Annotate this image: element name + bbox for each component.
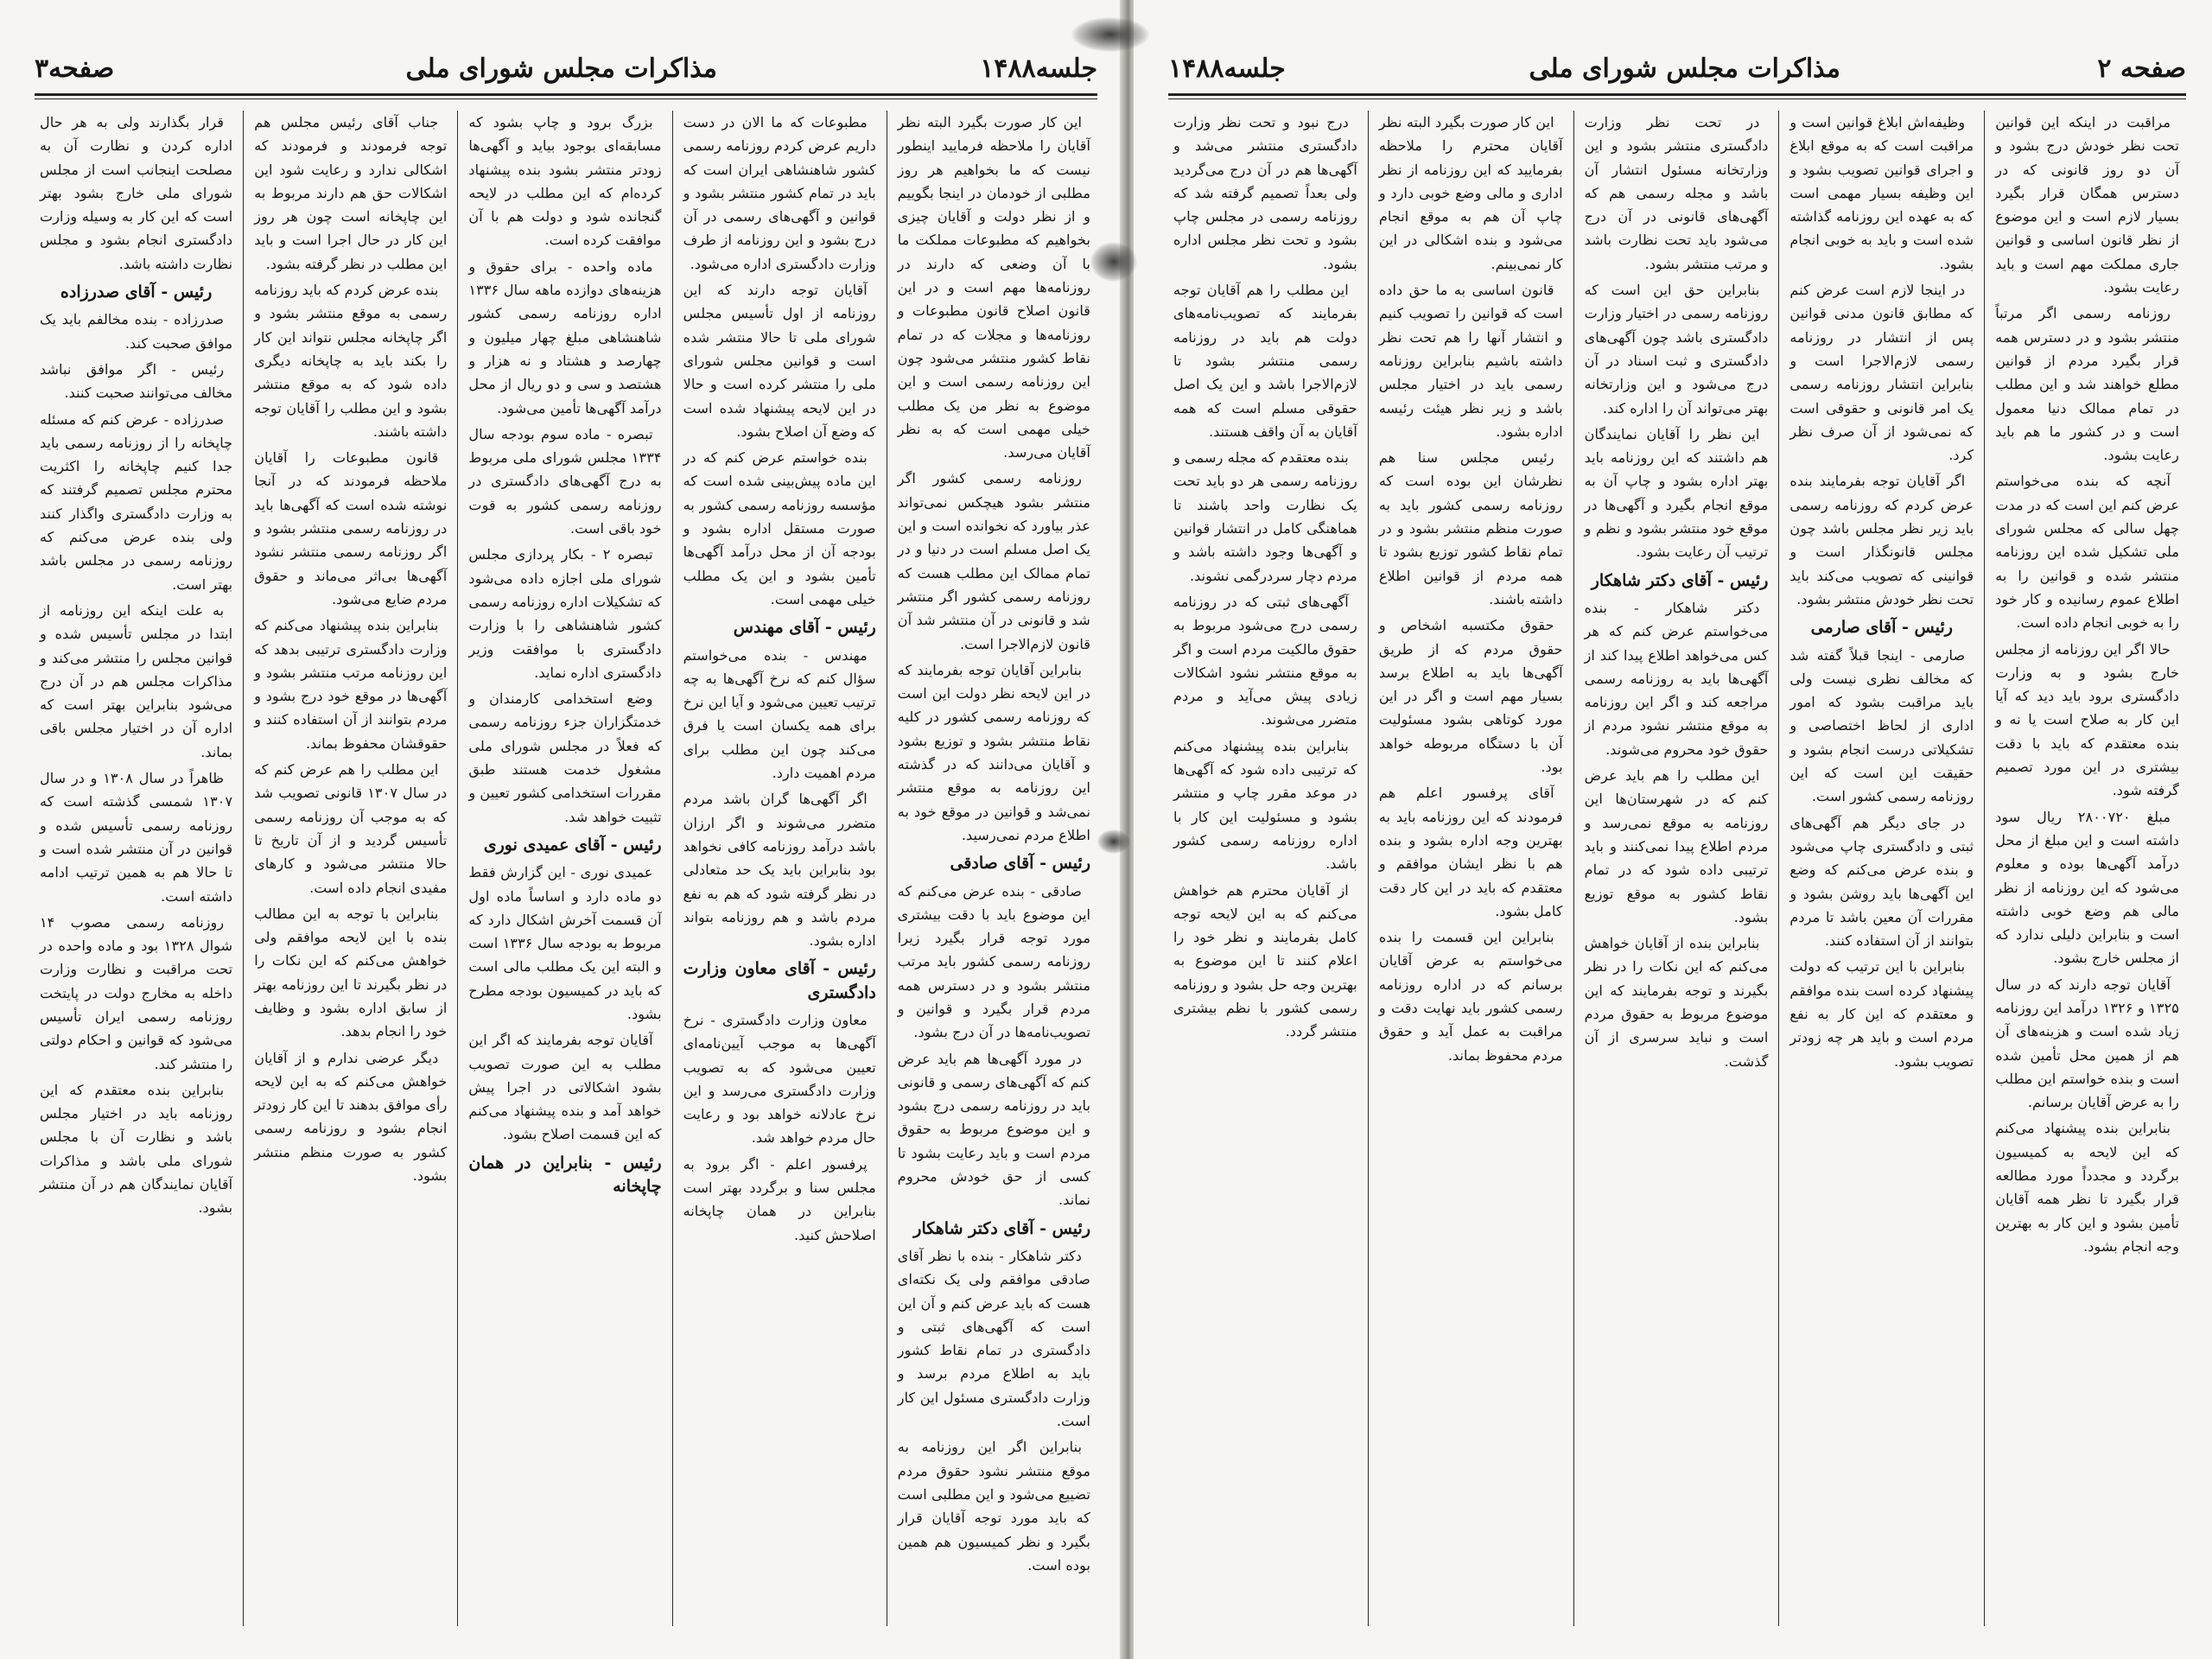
- text-column: [1574, 111, 1780, 1626]
- paragraph: صادقی - بنده عرض می‌کنم که این موضوع باید با دقت بیشتری مورد توجه قرار بگیرد زیرا روزنامه رسمی کشور باید مرتب منتشر بشود و در دسترس همه مردم قرار بگیرد و قوانین و تصویب‌نامه‌ها در آن درج بشود.: [897, 882, 1090, 1041]
- paragraph: درج نبود و تحت نظر وزارت دادگستری منتشر می‌شد و آگهی‌ها هم در آن درج می‌گردید ولی بعداً تصمیم گرفته شد که روزنامه رسمی در مجلس چاپ بشود و تحت نظر مجلس اداره بشود.: [1173, 114, 1357, 272]
- paragraph: آقایان توجه دارند که این روزنامه از اول تأسیس مجلس شورای ملی تا حالا منتشر شده است و قوانین مجلس شورای ملی را منتشر کرده است و حالا در این لایحه پیشنهاد شده است که وضع آن اصلاح بشود.: [683, 282, 876, 440]
- right-page: [1134, 0, 2212, 1659]
- paragraph: مهندس - بنده می‌خواستم سؤال کنم که نرخ آگهی‌ها به چه ترتیب تعیین می‌شود و آیا این نرخ برای همه یکسان است یا فرق می‌کند چون این مطلب برای مردم اهمیت دارد.: [683, 646, 876, 782]
- paragraph: پرفسور اعلم - اگر برود به مجلس سنا و برگردد بهتر است بنابراین در همان چاپخانه اصلاحش کنید.: [683, 1155, 876, 1243]
- speaker-heading: رئیس - آقای دکتر شاهکار: [913, 1218, 1090, 1238]
- paragraph: این کار صورت بگیرد البته نظر آقایان را ملاحظه فرمایید اینطور نیست که ما بخواهیم هر روز مطلبی از خودمان در اینجا بگوییم و از نظر دولت و آقایان چیزی بخواهیم که مطبوعات مملکت ما با آن وضعی که دارند در روزنامه‌ها مهم است و در این قانون اصلاح قانون مطبوعات و روزنامه‌ها و مجلات که در تمام نقاط کشور منتشر می‌شود چون این روزنامه رسمی است و این موضوع به نظر من یک مطلب خیلی مهمی است که به نظر آقایان می‌رسد.: [897, 114, 1090, 461]
- speaker-heading: رئیس - آقای صارمی: [1810, 618, 1953, 638]
- paragraph: در تحت نظر وزارت دادگستری منتشر بشود و این وزارتخانه مسئول انتشار آن باشد و مجله رسمی هم که آگهی‌های قانونی در آن درج می‌شود باید تحت نظارت باشد و مرتب منتشر بشود.: [1584, 114, 1769, 272]
- paragraph: جناب آقای رئیس مجلس هم توجه فرمودند و فرمودند که اشکالی ندارد و رعایت شود این اشکالات حق هم دارند مربوط به این چاپخانه است چون هر روز این کار در حال اجرا است و باید این مطلب در نظر گرفته بشود.: [254, 114, 448, 272]
- paragraph: آنچه که بنده می‌خواستم عرض کنم این است که در مدت چهل سالی که مجلس شورای ملی تشکیل شده این روزنامه منتشر شده و قوانین را به اطلاع عموم رسانیده و کار خود را به خوبی انجام داده است.: [1995, 473, 2179, 632]
- paragraph: اگر آگهی‌ها گران باشد مردم متضرر می‌شوند و اگر ارزان باشد درآمد روزنامه کافی نخواهد بود بنابراین باید یک حد متعادلی در نظر گرفته شود که هم به نفع مردم باشد و هم روزنامه بتواند اداره بشود.: [683, 791, 876, 950]
- header-rule: [35, 93, 1097, 96]
- text-column: [673, 111, 887, 1626]
- paragraph: ظاهراً در سال ۱۳۰۸ و در سال ۱۳۰۷ شمسی گذشته است که روزنامه رسمی تأسیس شده و قوانین در آن منتشر شده است و تا حالا هم به همین ترتیب ادامه داشته است.: [39, 770, 233, 905]
- paragraph: بنابراین با توجه به این مطالب بنده با این لایحه موافقم ولی خواهش می‌کنم که این نکات را در نظر بگیرند تا این روزنامه بهتر از سابق اداره بشود و وظایف خود را انجام بدهد.: [254, 905, 448, 1040]
- speaker-heading: رئیس - آقای صادقی: [950, 854, 1090, 874]
- paragraph: مبلغ ۲۸۰۰۷۲۰ ریال سود داشته است و این مبلغ از محل درآمد آگهی‌ها بوده و معلوم می‌شود که این روزنامه از نظر مالی هم وضع خوبی داشته است و بنابراین دلیلی ندارد که از مجلس خارج بشود.: [1995, 808, 2179, 967]
- speaker-heading: رئیس - آقای معاون وزارت دادگستری: [683, 959, 876, 1002]
- paragraph: در جای دیگر هم آگهی‌های ثبتی و دادگستری چاپ می‌شود و بنده عرض می‌کنم که وضع این آگهی‌ها باید روشن بشود و مقررات آن معین باشد تا مردم بتوانند از آن استفاده کنند.: [1789, 814, 1974, 950]
- paragraph: معاون وزارت دادگستری - نرخ آگهی‌ها به موجب آیین‌نامه‌ای تعیین می‌شود که به تصویب وزارت دادگستری می‌رسد و این نرخ عادلانه خواهد بود و رعایت حال مردم خواهد شد.: [683, 1011, 876, 1147]
- left-columns: [29, 111, 1101, 1626]
- right-columns: [1163, 111, 2190, 1626]
- speaker-heading: رئیس - آقای دکتر شاهکار: [1591, 570, 1769, 590]
- paragraph: از آقایان محترم هم خواهش می‌کنم که به این لایحه توجه کامل بفرمایند و نظر خود را اعلام کنند تا این موضوع به بهترین وجه حل بشود و روزنامه رسمی کشور با نظم بیشتری منتشر گردد.: [1173, 881, 1357, 1040]
- paragraph: مراقبت در اینکه این قوانین تحت نظر خودش درج بشود و آن دو روز قانونی که در دسترس همگان قرار بگیرد بسیار لازم است و این موضوع از نظر قانون اساسی و قوانین جاری مملکت مهم است و باید رعایت بشود.: [1995, 114, 2179, 296]
- paragraph: صارمی - اینجا قبلاً گفته شد که مخالف نظری نیست ولی باید مراقبت بشود که امور اداری از لحاظ اختصاصی و تشکیلاتی درست انجام بشود و حقیقت این است که این روزنامه رسمی کشور است.: [1789, 646, 1974, 805]
- paragraph: بنده معتقدم که مجله رسمی و روزنامه رسمی هر دو باید تحت یک نظارت واحد باشند تا هماهنگی کامل در انتشار قوانین و آگهی‌ها وجود داشته باشد و مردم دچار سردرگمی نشوند.: [1173, 449, 1357, 584]
- header-rule: [1168, 93, 2186, 96]
- right-page-header: [1168, 54, 2186, 104]
- paragraph: بنابراین بنده پیشنهاد می‌کنم که وزارت دادگستری ترتیبی بدهد که این روزنامه مرتب منتشر بشود و آگهی‌ها در موقع خود درج بشود و مردم بتوانند از آن استفاده کنند و حقوقشان محفوظ بماند.: [254, 617, 448, 752]
- paragraph: آقایان توجه بفرمایند که اگر این مطلب به این صورت تصویب بشود اشکالاتی در اجرا پیش خواهد آمد و بنده پیشنهاد می‌کنم که این قسمت اصلاح بشود.: [468, 1032, 662, 1143]
- paragraph: روزنامه رسمی کشور اگر منتشر بشود هیچکس نمی‌تواند عذر بیاورد که نخوانده است و این یک اصل مسلم است در دنیا و در تمام ممالک این مطلب هست که روزنامه رسمی کشور اگر منتشر شد و قانونی در آن منتشر شد آن قانون لازم‌الاجرا است.: [897, 470, 1090, 652]
- text-column: [29, 111, 244, 1626]
- paragraph: بنابراین بنده معتقدم که این روزنامه باید در اختیار مجلس باشد و نظارت آن با مجلس شورای ملی باشد و مذاکرات آقایان نمایندگان هم در آن منتشر بشود.: [39, 1081, 233, 1217]
- speaker-heading: رئیس - آقای مهندس: [733, 618, 876, 638]
- left-session-number: جلسه۱۴۸۸: [980, 54, 1097, 84]
- text-column: [1985, 111, 2190, 1626]
- text-column: [244, 111, 458, 1626]
- paragraph: بزرگ برود و چاپ بشود که مسابقه‌ای بوجود بیاید و آگهی‌ها زودتر منتشر بشود بنده پیشنهاد کرده‌ام که این مطلب در لایحه گنجانده شود و دولت هم با آن موافقت کرده است.: [468, 114, 662, 249]
- paragraph: اگر آقایان توجه بفرمایند بنده عرض کردم که روزنامه رسمی باید زیر نظر مجلس باشد چون مجلس قانونگذار است و قوانینی که تصویب می‌کند باید تحت نظر خودش منتشر بشود.: [1789, 473, 1974, 607]
- right-session-number: جلسه۱۴۸۸: [1168, 54, 1286, 84]
- paragraph: آگهی‌های ثبتی که در روزنامه رسمی درج می‌شود مربوط به حقوق مالکیت مردم است و اگر به موقع منتشر نشود اشکالات زیادی پیش می‌آید و مردم متضرر می‌شوند.: [1173, 593, 1357, 728]
- paragraph: قرار بگذارند ولی به هر حال اداره کردن و نظارت آن به مصلحت اینجانب است از مجلس شورای ملی خارج بشود بهتر است که این کار به وسیله وزارت دادگستری انجام بشود و مجلس نظارت داشته باشد.: [39, 114, 233, 272]
- paragraph: آقای پرفسور اعلم هم فرمودند که این روزنامه باید به بهترین وجه اداره بشود و بنده هم با نظر ایشان موافقم و معتقدم که باید در این کار دقت کامل بشود.: [1378, 785, 1563, 919]
- speaker-heading: رئیس - آقای عمیدی نوری: [483, 835, 662, 855]
- paragraph: بنابراین با این ترتیب که دولت پیشنهاد کرده است بنده موافقم و معتقدم که این کار به نفع مردم است و باید هر چه زودتر تصویب بشود.: [1789, 958, 1974, 1070]
- ink-stain: [1090, 242, 1137, 282]
- text-column: [887, 111, 1101, 1626]
- paragraph: عمیدی نوری - این گزارش فقط دو ماده دارد و اساساً ماده اول آن قسمت آخرش اشکال دارد که مربوط به بودجه سال ۱۳۳۶ است و البته این یک مطلب مالی است که باید در کمیسیون بودجه مطرح بشود.: [468, 864, 662, 1022]
- paragraph: دکتر شاهکار - بنده می‌خواستم عرض کنم که هر کس می‌خواهد اطلاع پیدا کند از آگهی‌ها باید به روزنامه رسمی مراجعه کند و اگر این روزنامه به موقع منتشر نشود مردم از حقوق خود محروم می‌شوند.: [1584, 599, 1769, 758]
- paragraph: قانون مطبوعات را آقایان ملاحظه فرمودند که در آنجا نوشته شده است که آگهی‌ها باید در روزنامه رسمی منتشر بشود و اگر روزنامه رسمی منتشر نشود آگهی‌ها بی‌اثر می‌ماند و حقوق مردم ضایع می‌شود.: [254, 449, 448, 607]
- paragraph: تبصره - ماده سوم بودجه سال ۱۳۳۴ مجلس شورای ملی مربوط به درج آگهی‌های دادگستری در روزنامه رسمی کشور به قوت خود باقی است.: [468, 425, 662, 537]
- paragraph: بنابراین این قسمت را بنده می‌خواستم به عرض آقایان برسانم که در اداره روزنامه رسمی کشور باید نهایت دقت و مراقبت به عمل آید و حقوق مردم محفوظ بماند.: [1378, 929, 1563, 1064]
- speaker-heading: رئیس - آقای صدرزاده: [60, 283, 213, 302]
- paragraph: ماده واحده - برای حقوق و هزینه‌های دوازده ماهه سال ۱۳۳۶ اداره روزنامه رسمی کشور شاهنشاهی مبلغ چهار میلیون و چهارصد و هشتاد و نه هزار و هشتصد و سی و دو ریال از محل درآمد آگهی‌ها تأمین می‌شود.: [468, 257, 662, 416]
- paragraph: رئیس - اگر موافق نباشد مخالف می‌توانند صحبت کنند.: [39, 360, 233, 402]
- paragraph: این نظر را آقایان نمایندگان هم داشتند که این روزنامه باید بهتر اداره بشود و چاپ آن به موقع انجام بگیرد و آگهی‌ها در موقع خود منتشر بشود و نظم و ترتیب آن رعایت بشود.: [1584, 425, 1769, 561]
- paragraph: روزنامه رسمی اگر مرتباً منتشر بشود و در دسترس همه قرار بگیرد مردم از قوانین مطلع خواهند شد و این مطلب در تمام ممالک دنیا معمول است و در کشور ما هم باید رعایت بشود.: [1995, 305, 2179, 464]
- ink-stain: [1071, 17, 1149, 52]
- paragraph: این مطلب را هم باید عرض کنم که در شهرستان‌ها این روزنامه به موقع نمی‌رسد و مردم اطلاع پیدا نمی‌کنند و باید ترتیبی داده شود که در تمام نقاط کشور به موقع توزیع بشود.: [1584, 767, 1769, 925]
- ink-stain: [1097, 830, 1130, 854]
- paragraph: بنابراین بنده از آقایان خواهش می‌کنم که این نکات را در نظر بگیرند و توجه بفرمایند که این موضوع مربوط به حقوق مردم است و نباید سرسری از آن گذشت.: [1584, 935, 1769, 1070]
- text-column: [1779, 111, 1985, 1626]
- speaker-heading: رئیس - بنابراین در همان چاپخانه: [468, 1153, 662, 1197]
- paragraph: قانون اساسی به ما حق داده است که قوانین را تصویب کنیم و انتشار آنها را هم تحت نظر داشته باشیم بنابراین روزنامه رسمی باید در اختیار مجلس باشد و زیر نظر هیئت رئیسه اداره بشود.: [1378, 282, 1563, 440]
- paragraph: صدرزاده - عرض کنم که مسئله چاپخانه را از روزنامه رسمی باید جدا کنیم چاپخانه را اکثریت محترم مجلس تصمیم گرفتند که به وزارت دادگستری واگذار کنند ولی بنده عرض می‌کنم که روزنامه رسمی در مجلس باشد بهتر است.: [39, 410, 233, 593]
- paragraph: مطبوعات که ما الان در دست داریم عرض کردم روزنامه رسمی کشور شاهنشاهی ایران است که باید در تمام کشور منتشر بشود و قوانین و آگهی‌های رسمی در آن درج بشود و این روزنامه از طرف وزارت دادگستری اداره می‌شود.: [683, 114, 876, 272]
- paragraph: در اینجا لازم است عرض کنم که مطابق قانون مدنی قوانین پس از انتشار در روزنامه رسمی لازم‌الاجرا است و بنابراین انتشار روزنامه رسمی یک امر قانونی و حقوقی است که نمی‌شود از آن صرف نظر کرد.: [1789, 282, 1974, 464]
- paragraph: این مطلب را هم عرض کنم که در سال ۱۳۰۷ قانونی تصویب شد که به موجب آن روزنامه رسمی تأسیس گردید و از آن تاریخ تا حالا منتشر می‌شود و کارهای مفیدی انجام داده است.: [254, 761, 448, 896]
- paragraph: بنده خواستم عرض کنم که در این ماده پیش‌بینی شده است که مؤسسه روزنامه رسمی کشور به صورت مستقل اداره بشود و بودجه آن از محل درآمد آگهی‌ها تأمین بشود و این یک مطلب خیلی مهمی است.: [683, 449, 876, 607]
- paragraph: حقوق مکتسبه اشخاص و حقوق مردم که از طریق آگهی‌ها باید به اطلاع برسد بسیار مهم است و اگر در این مورد کوتاهی بشود مسئولیت آن با دستگاه مربوطه خواهد بود.: [1378, 617, 1563, 776]
- right-page-title: مذاکرات مجلس شورای ملی: [1529, 54, 1840, 84]
- paragraph: وظیفه‌اش ابلاغ قوانین است و مراقبت است که به موقع ابلاغ و اجرای قوانین تصویب بشود و این وظیفه بسیار مهمی است که به عهده این روزنامه گذاشته شده است و باید به خوبی انجام بشود.: [1789, 114, 1974, 272]
- paragraph: روزنامه رسمی مصوب ۱۴ شوال ۱۳۲۸ بود و ماده واحده در تحت مراقبت و نظارت وزارت داخله به مخارج دولت در پایتخت روزنامه رسمی ایران تأسیس می‌شود که قوانین و احکام دولتی را منتشر کند.: [39, 913, 233, 1072]
- paragraph: این مطلب را هم آقایان توجه بفرمایند که تصویب‌نامه‌های دولت هم باید در روزنامه رسمی منتشر بشود تا لازم‌الاجرا باشد و این یک اصل حقوقی مسلم است که همه آقایان به آن واقف هستند.: [1173, 282, 1357, 440]
- text-column: [1369, 111, 1574, 1626]
- left-page-number: صفحه۳: [35, 54, 115, 84]
- paragraph: تبصره ۲ - بکار پردازی مجلس شورای ملی اجازه داده می‌شود که تشکیلات اداره روزنامه رسمی کشور شاهنشاهی را با وزارت دادگستری با موافقت وزیر دادگستری اداره نماید.: [468, 546, 662, 681]
- paragraph: صدرزاده - بنده مخالفم باید یک موافق صحبت کند.: [39, 311, 233, 352]
- paragraph: حالا اگر این روزنامه از مجلس خارج بشود و به وزارت دادگستری برود باید دید که آیا این کار به صلاح است یا نه و بنده معتقدم که باید با دقت بیشتری در این مورد تصمیم گرفته شود.: [1995, 640, 2179, 799]
- paragraph: به علت اینکه این روزنامه از ابتدا در مجلس تأسیس شده و قوانین مجلس را منتشر می‌کند و مذاکرات مجلس هم در آن درج می‌شود بنابراین بهتر است که اداره آن در اختیار مجلس باقی بماند.: [39, 601, 233, 760]
- left-page-title: مذاکرات مجلس شورای ملی: [405, 54, 717, 84]
- paragraph: بنابراین آقایان توجه بفرمایند که در این لایحه نظر دولت این است که روزنامه رسمی کشور در کلیه نقاط منتشر بشود و توزیع بشود و آقایان می‌دانند که در گذشته این روزنامه به موقع منتشر نمی‌شد و قوانین در موقع خود به اطلاع مردم نمی‌رسید.: [897, 661, 1090, 843]
- paragraph: دیگر عرضی ندارم و از آقایان خواهش می‌کنم که به این لایحه رأی موافق بدهند تا این کار زودتر انجام بشود و روزنامه رسمی کشور به صورت منظم منتشر بشود.: [254, 1049, 448, 1185]
- right-page-number: صفحه ۲: [2097, 54, 2186, 84]
- paragraph: بنابراین حق این است که روزنامه رسمی در اختیار وزارت دادگستری باشد چون آگهی‌های دادگستری و ثبت اسناد در آن درج می‌شود و این وزارتخانه بهتر می‌تواند آن را اداره کند.: [1584, 282, 1769, 416]
- paragraph: دکتر شاهکار - بنده با نظر آقای صادقی موافقم ولی یک نکته‌ای هست که باید عرض کنم و آن این است که آگهی‌های ثبتی و دادگستری در تمام نقاط کشور باید به اطلاع مردم برسد و وزارت دادگستری مسئول این کار است.: [897, 1247, 1090, 1430]
- paragraph: رئیس مجلس سنا هم نظرشان این بوده است که روزنامه رسمی کشور باید به صورت منظم منتشر بشود و در تمام نقاط کشور توزیع بشود تا همه مردم از قوانین اطلاع داشته باشند.: [1378, 449, 1563, 607]
- paragraph: این کار صورت بگیرد البته نظر آقایان محترم را ملاحظه بفرمایید که این روزنامه از نظر اداری و مالی وضع خوبی دارد و چاپ آن هم به موقع انجام می‌شود و بنده اشکالی در این کار نمی‌بینم.: [1378, 114, 1563, 272]
- paragraph: بنده عرض کردم که باید روزنامه رسمی به موقع منتشر بشود و اگر چاپخانه مجلس نتواند این کار را بکند باید به چاپخانه دیگری داده شود که به موقع منتشر بشود و این مطلب را آقایان توجه داشته باشند.: [254, 282, 448, 440]
- text-column: [458, 111, 672, 1626]
- paragraph: بنابراین اگر این روزنامه به موقع منتشر نشود حقوق مردم تضییع می‌شود و این مطلبی است که باید مورد توجه آقایان قرار بگیرد و نظر کمیسیون هم همین بوده است.: [897, 1439, 1090, 1573]
- left-page-header: [35, 54, 1097, 104]
- paragraph: آقایان توجه دارند که در سال ۱۳۲۵ و ۱۳۲۶ درآمد این روزنامه زیاد شده است و هزینه‌های آن هم از همین محل تأمین شده است و بنده خواستم این مطلب را به عرض آقایان برسانم.: [1995, 976, 2179, 1111]
- text-column: [1163, 111, 1369, 1626]
- paragraph: بنابراین بنده پیشنهاد می‌کنم که این لایحه به کمیسیون برگردد و مجدداً مورد مطالعه قرار بگیرد تا نظر همه آقایان تأمین بشود و این کار به بهترین وجه انجام بشود.: [1995, 1120, 2179, 1255]
- paragraph: در مورد آگهی‌ها هم باید عرض کنم که آگهی‌های رسمی و قانونی باید در روزنامه رسمی درج بشود و این موضوع مربوط به حقوق مردم است و باید رعایت بشود تا کسی از حق خودش محروم نماند.: [897, 1050, 1090, 1209]
- paragraph: وضع استخدامی کارمندان و خدمتگزاران جزء روزنامه رسمی که فعلاً در مجلس شورای ملی مشغول خدمت هستند طبق مقررات استخدامی کشور تعیین و تثبیت خواهد شد.: [468, 690, 662, 825]
- paragraph: بنابراین بنده پیشنهاد می‌کنم که ترتیبی داده شود که آگهی‌ها در موعد مقرر چاپ و منتشر بشود و مسئولیت این کار با اداره روزنامه رسمی کشور باشد.: [1173, 737, 1357, 873]
